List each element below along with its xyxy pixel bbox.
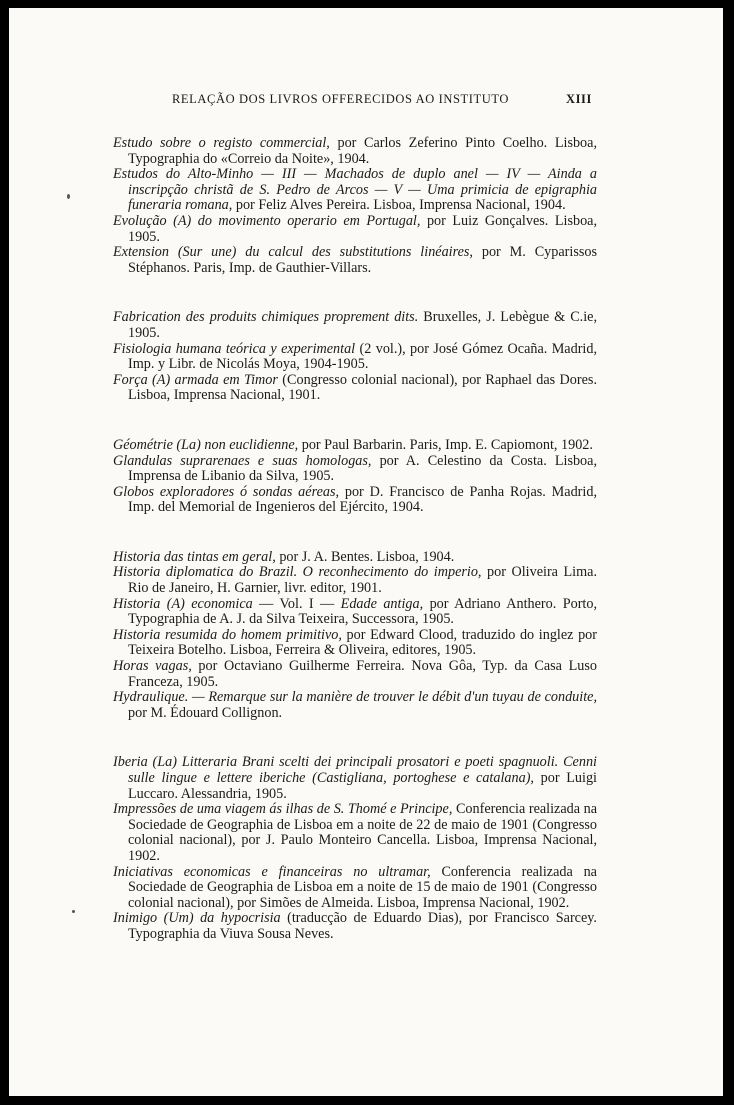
- entry-details: por Luigi Luccaro. Alessandria, 1905.: [128, 770, 597, 802]
- bibliography-entry: [113, 167, 597, 214]
- entry-title: Extension (Sur une) du calcul des substitutions linéaires,: [113, 244, 473, 261]
- entry-title: Impressões de uma viagem ás ilhas de S. Thomé e Principe,: [113, 801, 453, 818]
- entry-details: (2 vol.), por José Gómez Ocaña. Madrid, Imp. y Libr. de Nicolás Moya, 1904-1905.: [128, 340, 598, 373]
- entry-details: por Luiz Gonçalves. Lisboa, 1905.: [128, 212, 598, 245]
- bibliography-entry: [113, 373, 597, 404]
- bibliography-entry: [113, 755, 597, 802]
- entry-title: Historia das tintas em geral,: [113, 548, 276, 565]
- entry-group: [113, 438, 597, 516]
- entry-details: (traducção de Eduardo Dias), por Francisco Sarcey. Typographia da Viuva Sousa Neves.: [128, 910, 597, 942]
- bibliography-entry: [113, 485, 597, 516]
- bibliography-entry: [113, 342, 597, 373]
- bibliography-entry: [113, 659, 597, 690]
- entry-group: [113, 310, 597, 404]
- entry-title: Evolução (A) do movimento operario em Portugal,: [113, 212, 421, 229]
- entry-title: Globos exploradores ó sondas aéreas,: [113, 483, 340, 500]
- entry-details: Conferencia realizada na Sociedade de Geographia de Lisboa em a noite de 22 de maio de 1901 (Congresso colonial nacional), por J. Paulo Monteiro Cancella. Lisboa, Imprensa Nacional, 1902.: [128, 801, 597, 864]
- bibliography-entry: [113, 310, 597, 341]
- header-title: RELAÇÃO DOS LIVROS OFFERECIDOS AO INSTITUTO: [172, 92, 510, 106]
- entry-details: por J. A. Bentes. Lisboa, 1904.: [275, 548, 455, 565]
- entry-details: por M. Édouard Collignon.: [128, 704, 283, 721]
- entry-details: (Congresso colonial nacional), por Raphael das Dores. Lisboa, Imprensa Nacional, 1901.: [128, 371, 597, 404]
- entry-details: por Oliveira Lima. Rio de Janeiro, H. Garnier, livr. editor, 1901.: [128, 564, 597, 597]
- entry-group: [113, 550, 597, 722]
- print-speck: [72, 910, 75, 913]
- bibliography-entry: [113, 565, 597, 596]
- bibliography-entry: [113, 628, 597, 659]
- page-number: XIII: [565, 92, 592, 106]
- entry-title: Fabrication des produits chimiques proprement dits.: [113, 309, 419, 326]
- entry-title: Glandulas suprarenaes e suas homologas,: [113, 452, 372, 469]
- entry-details: por Octaviano Guilherme Ferreira. Nova Gôa, Typ. da Casa Luso Franceza, 1905.: [128, 658, 597, 690]
- document-page: [9, 8, 723, 1096]
- bibliography-entry: [113, 438, 597, 454]
- entry-details: por Paul Barbarin. Paris, Imp. E. Capiomont, 1902.: [298, 436, 593, 453]
- entry-details-cont: por Adriano Anthero. Porto, Typographia de A. J. da Silva Teixeira, Successora, 1905.: [128, 595, 598, 628]
- bibliography-entry: [113, 865, 597, 912]
- entry-title: Estudos do Alto-Minho — III — Machados de duplo anel — IV — Ainda a inscripção christã de S. Pedro de Arcos — V — Uma primicia de epigraphia funeraria romana,: [113, 166, 597, 214]
- entry-details: Conferencia realizada na Sociedade de Geographia de Lisboa em a noite de 15 de maio de 1901 (Congresso colonial nacional), por Simões de Almeida. Lisboa, Imprensa Nacional, 1902.: [128, 863, 597, 911]
- entry-title: Iberia (La) Litteraria Brani scelti dei principali prosatori e poeti spagnuoli. Cenni sulle lingue e lettere iberiche (Castigliana, portoghese e catalana),: [113, 754, 597, 786]
- bibliography-entry: [113, 245, 597, 276]
- entry-title: Fisiologia humana teórica y experimental: [113, 340, 356, 357]
- entry-title: Horas vagas,: [113, 658, 192, 675]
- entry-title: Força (A) armada em Timor: [113, 371, 278, 388]
- entry-title: Inimigo (Um) da hypocrisia: [113, 910, 281, 927]
- bibliography-entry: [113, 911, 597, 942]
- bibliography-entry: [113, 597, 597, 628]
- entry-details: por Edward Clood, traduzido do inglez por Teixeira Botelho. Lisboa, Ferreira & Oliveira, editores, 1905.: [128, 626, 598, 659]
- entry-title: Estudo sobre o registo commercial,: [113, 135, 330, 151]
- bibliography-entry: [113, 550, 597, 566]
- bibliography-list: [113, 136, 597, 943]
- entry-details: por Carlos Zeferino Pinto Coelho. Lisboa, Typographia do «Correio da Noite», 1904.: [128, 135, 597, 167]
- entry-details: por A. Celestino da Costa. Lisboa, Imprensa de Libanio da Silva, 1905.: [128, 452, 597, 485]
- entry-title: Géométrie (La) non euclidienne,: [113, 436, 299, 453]
- bibliography-entry: [113, 802, 597, 864]
- entry-title: Hydraulique. — Remarque sur la manière de trouver le débit d'un tuyau de conduite,: [113, 689, 597, 706]
- entry-title: Historia diplomatica do Brazil. O reconhecimento do imperio,: [113, 564, 482, 581]
- entry-details: por M. Cyparissos Stéphanos. Paris, Imp. de Gauthier-Villars.: [128, 244, 597, 276]
- entry-details: por D. Francisco de Panha Rojas. Madrid, Imp. del Memorial de Ingenieros del Ejército, 1904.: [128, 483, 597, 516]
- bibliography-entry: [113, 214, 597, 245]
- entry-subtitle: Edade antiga,: [340, 595, 424, 612]
- entry-title: Historia resumida do homem primitivo,: [113, 626, 342, 643]
- entry-details: por Feliz Alves Pereira. Lisboa, Imprensa Nacional, 1904.: [232, 197, 566, 214]
- print-speck: [67, 194, 70, 199]
- bibliography-entry: [113, 454, 597, 485]
- entry-title: Iniciativas economicas e financeiras no ultramar,: [113, 863, 431, 880]
- bibliography-entry: [113, 690, 597, 721]
- entry-details: — Vol. I —: [252, 595, 341, 612]
- entry-group: [113, 136, 597, 276]
- entry-details: Bruxelles, J. Lebègue & C.ie, 1905.: [128, 309, 597, 341]
- bibliography-entry: [113, 136, 597, 167]
- entry-group: [113, 755, 597, 942]
- entry-title: Historia (A) economica: [113, 595, 253, 612]
